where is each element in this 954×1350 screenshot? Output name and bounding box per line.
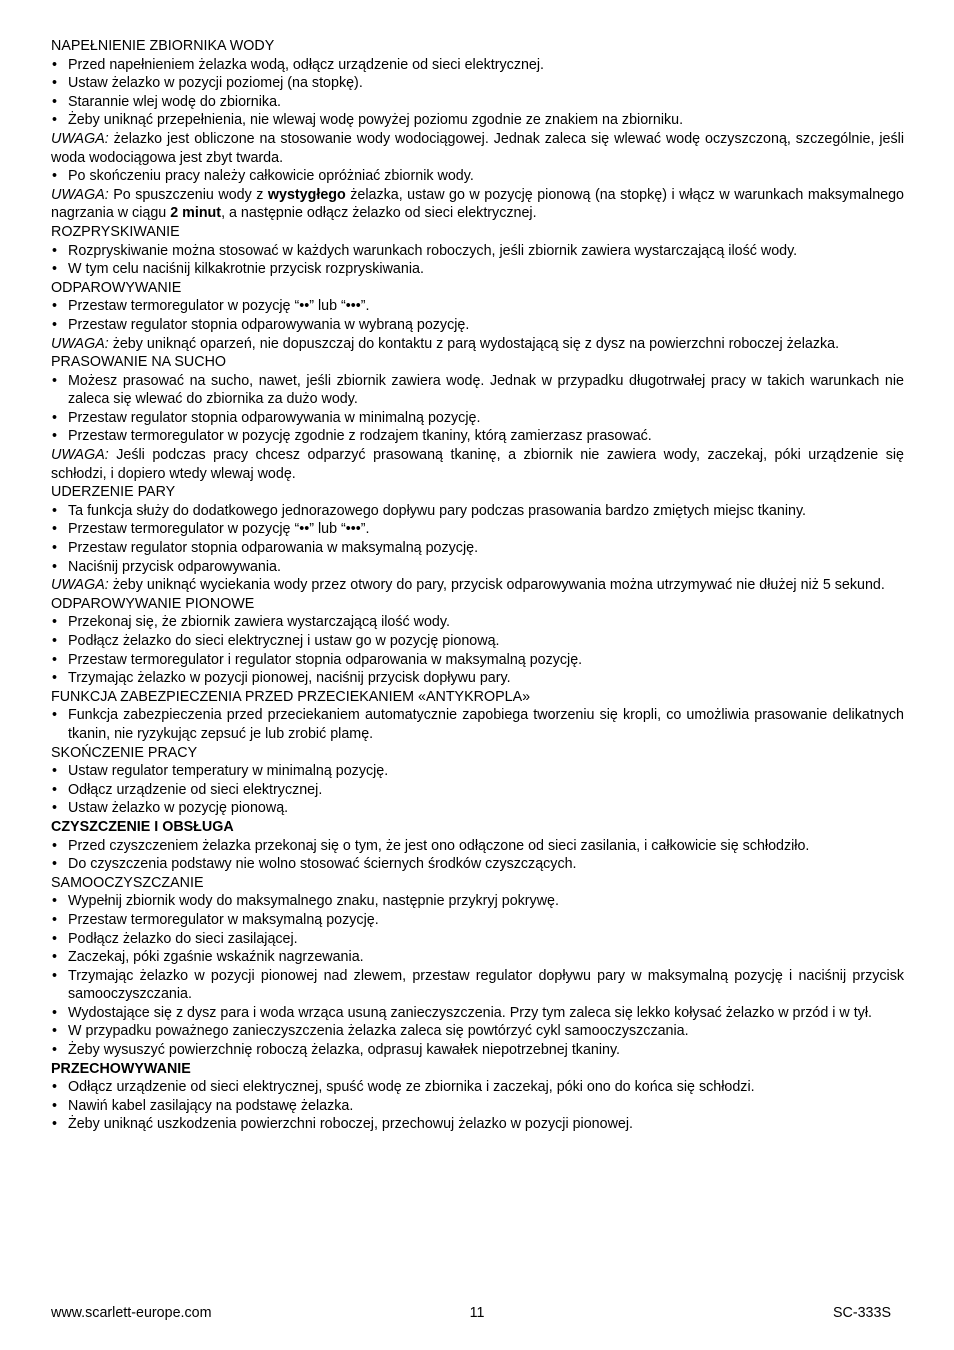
bullet-list [51, 837, 904, 874]
text-run: Po skończeniu pracy należy całkowicie opróżniać zbiornik wody. [68, 168, 474, 185]
list-item [51, 1115, 904, 1134]
text-run: Starannie wlej wodę do zbiornika. [68, 93, 281, 110]
list-item [51, 892, 904, 911]
bullet-list [51, 762, 904, 818]
bullet-list [51, 372, 904, 446]
section-heading: FUNKCJA ZABEZPIECZENIA PRZED PRZECIEKANIEM «ANTYKROPLA» [51, 688, 531, 705]
text-run: Przed czyszczeniem żelazka przekonaj się o tym, że jest ono odłączone od sieci zasilania, i całkowicie się schłodziło. [68, 837, 810, 854]
bullet-list [51, 613, 904, 687]
text-run: , a następnie odłącz żelazko od sieci elektrycznej. [221, 205, 537, 222]
list-item [51, 372, 904, 409]
bullet-list [51, 502, 904, 576]
list-item [51, 558, 904, 577]
list-item [51, 855, 904, 874]
list-item [51, 669, 904, 688]
text-run: Wydostające się z dysz para i woda wrząca usuną zanieczyszczenia. Przy tym zaleca się lekko kołysać żelazko w przód i w tył. [68, 1004, 872, 1021]
page-footer [51, 1304, 891, 1322]
list-item [51, 911, 904, 930]
page-number: 11 [469, 1305, 485, 1321]
text-run: Ustaw żelazko w pozycję pionową. [68, 800, 289, 817]
section-heading: UDERZENIE PARY [51, 484, 176, 501]
text-run: Zaczekaj, póki zgaśnie wskaźnik nagrzewania. [68, 949, 364, 966]
list-item [51, 1022, 904, 1041]
list-item [51, 762, 904, 781]
text-run: Przekonaj się, że zbiornik zawiera wystarczającą ilość wody. [68, 614, 450, 631]
text-run: Możesz prasować na sucho, nawet, jeśli zbiornik zawiera wodę. Jednak w przypadku długotrwałej pracy w takich warunkach nie zaleca się wlewać do zbiornika za dużo wody. [68, 372, 904, 408]
section-heading: ROZPRYSKIWANIE [51, 223, 180, 240]
list-item [51, 242, 904, 261]
section-heading: SKOŃCZENIE PRACY [51, 744, 198, 761]
text-run: Naciśnij przycisk odparowywania. [68, 558, 281, 575]
list-item [51, 1078, 904, 1097]
list-item [51, 967, 904, 1004]
text-run: Ustaw regulator temperatury w minimalną pozycję. [68, 763, 389, 780]
list-item [51, 520, 904, 539]
warning-note [51, 446, 904, 483]
text-run: Funkcja zabezpieczenia przed przeciekaniem automatycznie zapobiega tworzeniu się kropli, co umożliwia prasowanie delikatnych tkanin, nie ryzykując zepsuć je lub zrobić plamę. [68, 707, 904, 742]
text-run: Przestaw regulator stopnia odparowywania w wybraną pozycję. [68, 316, 470, 333]
text-run: Odłącz urządzenie od sieci elektrycznej. [68, 781, 323, 798]
list-item [51, 781, 904, 800]
bullet-list [51, 242, 904, 279]
list-item [51, 613, 904, 632]
text-run: Jeśli podczas pracy chcesz odparzyć prasowaną tkaninę, a zbiornik nie zawiera wody, zaczekaj, póki urządzenie się schłodzi, i dopiero wtedy wlewaj wodę. [51, 447, 904, 482]
text-run: Przestaw termoregulator i regulator stopnia odparowania w maksymalną pozycję. [68, 651, 583, 668]
list-item [51, 167, 904, 186]
list-item [51, 409, 904, 428]
text-run: Przestaw termoregulator w pozycję “••” lub “•••”. [68, 298, 370, 315]
text-run: żelazka, ustaw go w pozycję pionową (na stopkę) i włącz w warunkach maksymalnego nagrzania w ciągu [51, 186, 904, 222]
text-run: Trzymając żelazko w pozycji pionowej, naciśnij przycisk dopływu pary. [68, 670, 511, 687]
text-run: Żeby wysuszyć powierzchnię roboczą żelazka, odprasuj kawałek niepotrzebnej tkaniny. [68, 1042, 621, 1059]
bold-text: 2 minut [170, 205, 222, 222]
note-label: UWAGA: [51, 335, 109, 352]
section-heading: NAPEŁNIENIE ZBIORNIKA WODY [51, 38, 275, 54]
text-run: Żeby uniknąć przepełnienia, nie wlewaj wodę powyżej poziomu zgodnie ze znakiem na zbiorniku. [68, 112, 684, 129]
note-label: UWAGA: [51, 577, 109, 594]
bullet-list [51, 1078, 904, 1134]
section-heading: ODPAROWYWANIE PIONOWE [51, 595, 255, 612]
warning-note [51, 186, 904, 223]
section-heading: PRZECHOWYWANIE [51, 1060, 191, 1077]
text-run: Po spuszczeniu wody z [108, 186, 268, 203]
bullet-list [51, 706, 904, 743]
note-label: UWAGA: [51, 130, 109, 147]
list-item [51, 111, 904, 130]
text-run: Rozpryskiwanie można stosować w każdych warunkach roboczych, jeśli zbiornik zawiera wystarczającą ilość wody. [68, 242, 798, 259]
text-run: Do czyszczenia podstawy nie wolno stosować ściernych środków czyszczących. [68, 856, 577, 873]
list-item [51, 56, 904, 75]
text-run: żeby uniknąć oparzeń, nie dopuszczaj do kontaktu z parą wydostającą się z dysz na powierzchni roboczej żelazka. [108, 335, 840, 352]
text-run: Podłącz żelazko do sieci zasilającej. [68, 930, 298, 947]
text-run: żelazko jest obliczone na stosowanie wody wodociągowej. Jednak zaleca się wlewać wodę oczyszczoną, szczególnie, jeśli woda wodociągowa jest zbyt twarda. [51, 130, 904, 166]
model-number: SC-333S [832, 1305, 891, 1321]
text-run: Przestaw regulator stopnia odparowywania w minimalną pozycję. [68, 409, 481, 426]
note-label: UWAGA: [51, 186, 109, 203]
section-heading: ODPAROWYWANIE [51, 279, 182, 296]
list-item [51, 427, 904, 446]
list-item [51, 837, 904, 856]
list-item [51, 1004, 904, 1023]
list-item [51, 651, 904, 670]
list-item [51, 297, 904, 316]
section-heading: PRASOWANIE NA SUCHO [51, 354, 227, 371]
text-run: W przypadku poważnego zanieczyszczenia żelazka zaleca się powtórzyć cykl samooczyszczania. [68, 1023, 689, 1040]
text-run: Odłącz urządzenie od sieci elektrycznej, spuść wodę ze zbiornika i zaczekaj, póki ono do końca się schłodzi. [68, 1079, 755, 1096]
bold-text: wystygłego [267, 186, 346, 203]
section-heading: CZYSZCZENIE I OBSŁUGA [51, 818, 234, 835]
bullet-list [51, 167, 904, 186]
text-run: Nawiń kabel zasilający na podstawę żelazka. [68, 1097, 354, 1114]
list-item [51, 260, 904, 279]
text-run: Przestaw termoregulator w pozycję “••” lub “•••”. [68, 521, 370, 538]
warning-note [51, 335, 904, 354]
text-run: Przestaw termoregulator w pozycję zgodnie z rodzajem tkaniny, którą zamierzasz prasować. [68, 428, 652, 445]
warning-note [51, 576, 904, 595]
list-item [51, 706, 904, 743]
text-run: Trzymając żelazko w pozycji pionowej nad zlewem, przestaw regulator dopływu pary w maksymalną pozycję i naciśnij przycisk samooczyszczania. [68, 967, 904, 1003]
list-item [51, 1041, 904, 1060]
bullet-list [51, 56, 904, 130]
bullet-list [51, 297, 904, 334]
list-item [51, 316, 904, 335]
section-heading: SAMOOCZYSZCZANIE [51, 874, 204, 891]
list-item [51, 632, 904, 651]
list-item [51, 93, 904, 112]
text-run: Ta funkcja służy do dodatkowego jednorazowego dopływu pary podczas prasowania bardzo zmiętych miejsc tkaniny. [68, 502, 807, 519]
text-run: Przestaw termoregulator w maksymalną pozycję. [68, 911, 379, 928]
text-run: Podłącz żelazko do sieci elektrycznej i ustaw go w pozycję pionową. [68, 633, 500, 649]
note-label: UWAGA: [51, 447, 109, 464]
text-run: Żeby uniknąć uszkodzenia powierzchni roboczej, przechowuj żelazko w pozycji pionowej. [68, 1116, 634, 1133]
list-item [51, 1097, 904, 1116]
list-item [51, 539, 904, 558]
list-item [51, 948, 904, 967]
text-run: Wypełnij zbiornik wody do maksymalnego znaku, następnie przykryj pokrywę. [68, 893, 559, 910]
text-run: W tym celu naciśnij kilkakrotnie przycisk rozpryskiwania. [68, 261, 424, 278]
bullet-list [51, 892, 904, 1059]
document-body [51, 37, 904, 1134]
list-item [51, 74, 904, 93]
footer-website: www.scarlett-europe.com [51, 1305, 212, 1321]
list-item [51, 930, 904, 949]
warning-note [51, 130, 904, 167]
text-run: żeby uniknąć wyciekania wody przez otwory do pary, przycisk odparowywania można utrzymywać nie dłużej niż 5 sekund. [108, 577, 885, 594]
text-run: Przed napełnieniem żelazka wodą, odłącz urządzenie od sieci elektrycznej. [68, 56, 545, 73]
text-run: Ustaw żelazko w pozycji poziomej (na stopkę). [68, 75, 363, 92]
list-item [51, 502, 904, 521]
text-run: Przestaw regulator stopnia odparowania w maksymalną pozycję. [68, 540, 479, 557]
list-item [51, 799, 904, 818]
